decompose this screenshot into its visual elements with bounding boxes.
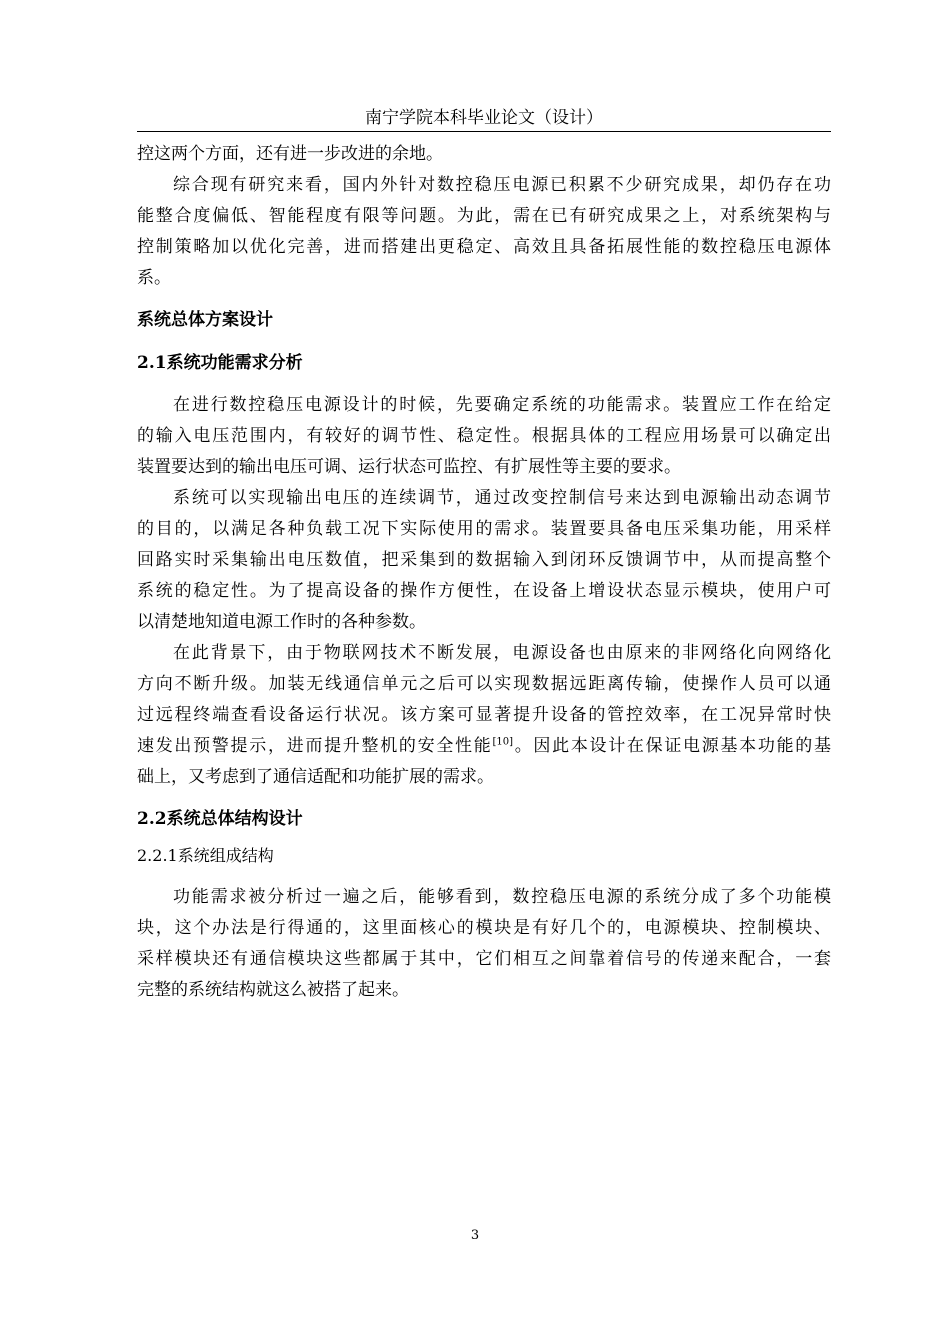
subsection-heading-2-2: 2.2系统总体结构设计	[137, 809, 303, 829]
paragraph-line: 完整的系统结构就这么被搭了起来。	[137, 980, 409, 1000]
paragraph-iot-background	[137, 638, 831, 793]
paragraph-line: 方向不断升级。加装无线通信单元之后可以实现数据远距离传输，使操作人员可以通	[137, 674, 831, 694]
paragraph-line: 功能需求被分析过一遍之后，能够看到，数控稳压电源的系统分成了多个功能模	[173, 887, 831, 907]
section-heading: 系统总体方案设计	[137, 310, 273, 330]
paragraph-voltage-regulation	[137, 483, 831, 638]
paragraph-line: 在此背景下，由于物联网技术不断发展，电源设备也由原来的非网络化向网络化	[173, 643, 831, 663]
paragraph-line: 以清楚地知道电源工作时的各种参数。	[137, 612, 426, 632]
paragraph-line: 控制策略加以优化完善，进而搭建出更稳定、高效且具备拓展性能的数控稳压电源体	[137, 237, 831, 257]
paragraph-line: 础上，又考虑到了通信适配和功能扩展的需求。	[137, 767, 494, 787]
paragraph-line: 的目的，以满足各种负载工况下实际使用的需求。装置要具备电压采集功能，用采样	[137, 519, 831, 539]
paragraph-line: 系统的稳定性。为了提高设备的操作方便性，在设备上增设状态显示模块，使用户可	[137, 581, 831, 601]
paragraph-continuation	[137, 139, 831, 170]
paragraph-line: 控这两个方面，还有进一步改进的余地。	[137, 144, 443, 164]
header-rule	[137, 131, 831, 132]
paragraph-line: 能整合度偏低、智能程度有限等问题。为此，需在已有研究成果之上，对系统架构与	[137, 206, 831, 226]
paragraph-line-with-citation	[137, 731, 831, 762]
paragraph-line: 的输入电压范围内，有较好的调节性、稳定性。根据具体的工程应用场景可以确定出	[137, 426, 831, 446]
paragraph-line: 系统可以实现输出电压的连续调节，通过改变控制信号来达到电源输出动态调节	[173, 488, 831, 508]
page-content	[137, 139, 831, 1006]
paragraph-system-structure	[137, 882, 831, 1006]
citation-marker: [10]	[492, 736, 513, 748]
subsubsection-heading-2-2-1: 2.2.1系统组成结构	[137, 846, 274, 865]
paragraph-line: 装置要达到的输出电压可调、运行状态可监控、有扩展性等主要的要求。	[137, 457, 681, 477]
line-text: 速发出预警提示，进而提升整机的安全性能	[137, 736, 493, 756]
paragraph-line: 回路实时采集输出电压数值，把采集到的数据输入到闭环反馈调节中，从而提高整个	[137, 550, 831, 570]
paragraph-requirements	[137, 390, 831, 483]
paragraph-line: 系。	[137, 268, 171, 288]
paragraph-line: 在进行数控稳压电源设计的时候，先要确定系统的功能需求。装置应工作在给定	[173, 395, 831, 415]
paragraph-line: 综合现有研究来看，国内外针对数控稳压电源已积累不少研究成果，却仍存在功	[173, 175, 831, 195]
paragraph-line: 过远程终端查看设备运行状况。该方案可显著提升设备的管控效率，在工况异常时快	[137, 705, 831, 725]
paragraph-line: 块，这个办法是行得通的，这里面核心的模块是有好几个的，电源模块、控制模块、	[137, 918, 831, 938]
paragraph-research-summary	[137, 170, 831, 294]
line-text: 。因此本设计在保证电源基本功能的基	[512, 736, 832, 756]
page-number: 3	[470, 1228, 480, 1243]
running-header: 南宁学院本科毕业论文（设计）	[365, 108, 603, 128]
subsection-heading-2-1: 2.1系统功能需求分析	[137, 353, 303, 373]
paragraph-line: 采样模块还有通信模块这些都属于其中，它们相互之间靠着信号的传递来配合，一套	[137, 949, 831, 969]
